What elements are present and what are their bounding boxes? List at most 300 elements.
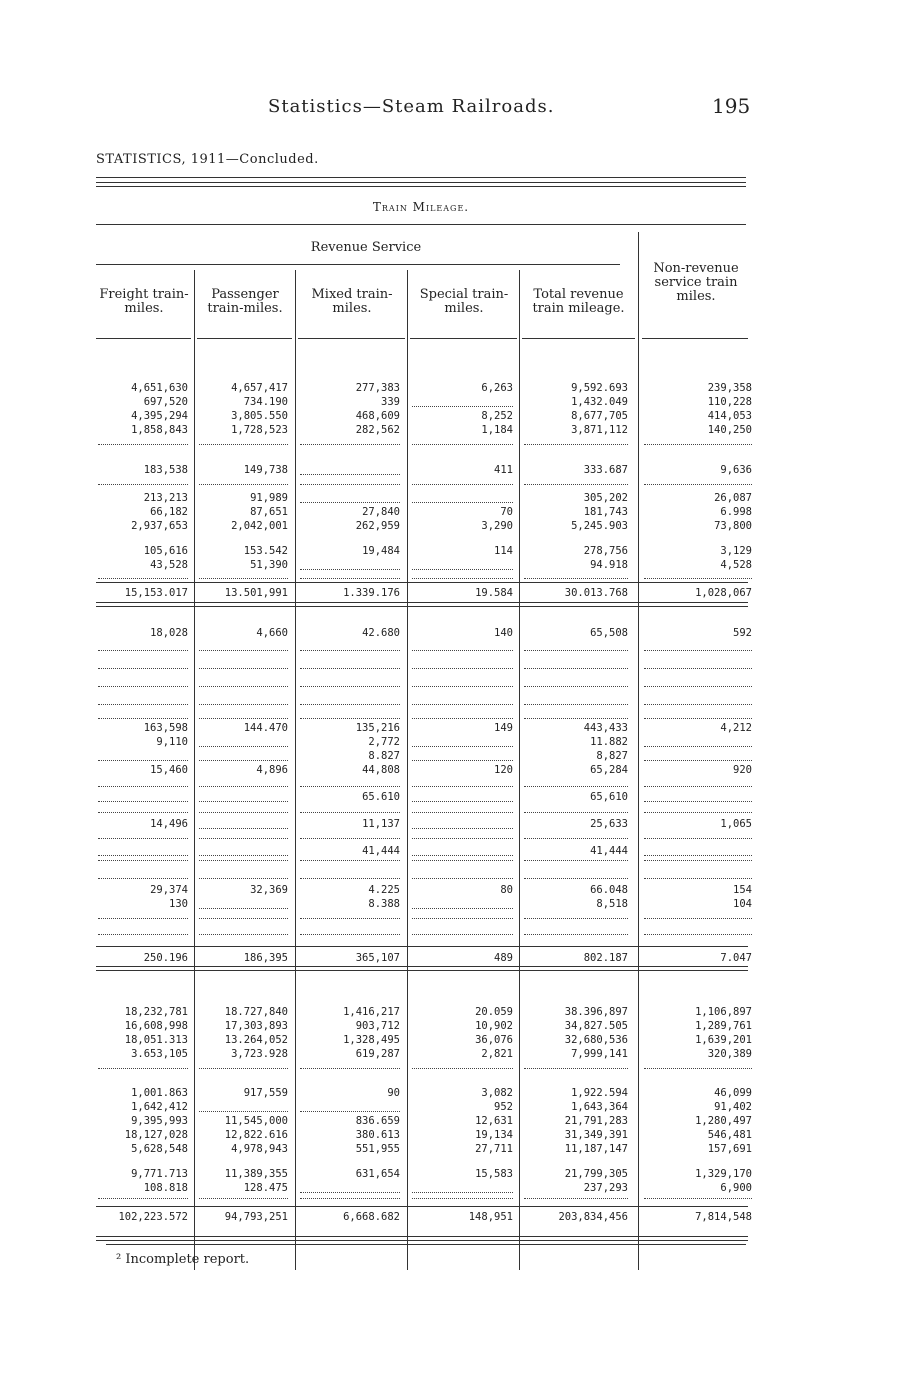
- dotted-leader: [199, 878, 288, 879]
- col-divider: [407, 270, 408, 1270]
- dotted-leader: [199, 1111, 288, 1112]
- table-cell: 3,805.550: [231, 410, 288, 422]
- table-cell: 17,303,893: [224, 1020, 288, 1032]
- dotted-leader: [644, 746, 752, 747]
- table-cell: 952: [494, 1101, 513, 1113]
- dotted-leader: [199, 860, 288, 861]
- dotted-leader: [524, 704, 628, 705]
- table-cell: 181,743: [583, 506, 628, 518]
- dotted-leader: [199, 934, 288, 935]
- dotted-leader: [524, 838, 628, 839]
- table-cell: 1,184: [481, 424, 513, 436]
- dotted-leader: [524, 1198, 628, 1199]
- dotted-leader: [412, 502, 513, 503]
- dotted-leader: [412, 704, 513, 705]
- table-cell: 15,583: [475, 1168, 513, 1180]
- table-cell: 3.653,105: [131, 1048, 188, 1060]
- dotted-leader: [199, 812, 288, 813]
- dotted-leader: [98, 878, 188, 879]
- dotted-leader: [644, 1068, 752, 1069]
- dotted-leader: [524, 812, 628, 813]
- dotted-leader: [199, 668, 288, 669]
- dotted-leader: [524, 718, 628, 719]
- dotted-leader: [300, 444, 400, 445]
- col-header-total-revenue: Total revenue train mileage.: [532, 287, 625, 316]
- table-cell: 411: [494, 464, 513, 476]
- table-cell: 282,562: [355, 424, 400, 436]
- dotted-leader: [524, 878, 628, 879]
- table-cell: 65,610: [590, 791, 628, 803]
- table-cell: 262,959: [355, 520, 400, 532]
- dotted-leader: [199, 686, 288, 687]
- table-cell: 94,793,251: [224, 1211, 288, 1223]
- dotted-leader: [644, 786, 752, 787]
- table-cell: 802.187: [583, 952, 628, 964]
- table-cell: 3,129: [720, 545, 752, 557]
- table-cell: 920: [733, 764, 752, 776]
- table-cell: 91,989: [250, 492, 288, 504]
- dotted-leader: [412, 838, 513, 839]
- table-cell: 110,228: [707, 396, 752, 408]
- table-cell: 66.048: [590, 884, 628, 896]
- table-cell: 25,633: [590, 818, 628, 830]
- top-rule-3: [96, 186, 746, 187]
- table-cell: 21,791,283: [564, 1115, 628, 1127]
- dotted-leader: [98, 718, 188, 719]
- dotted-leader: [644, 704, 752, 705]
- table-cell: 46,099: [714, 1087, 752, 1099]
- dotted-leader: [199, 838, 288, 839]
- table-cell: 4,978,943: [231, 1143, 288, 1155]
- dotted-leader: [300, 686, 400, 687]
- table-cell: 2,772: [368, 736, 400, 748]
- table-cell: 631,654: [355, 1168, 400, 1180]
- table-cell: 18,127,028: [124, 1129, 188, 1141]
- dotted-leader: [412, 484, 513, 485]
- table-cell: 1,280,497: [695, 1115, 752, 1127]
- table-cell: 18.727,840: [224, 1006, 288, 1018]
- dotted-leader: [199, 650, 288, 651]
- dotted-leader: [412, 934, 513, 935]
- table-cell: 1,642,412: [131, 1101, 188, 1113]
- dotted-leader: [98, 812, 188, 813]
- dotted-leader: [300, 1068, 400, 1069]
- table-cell: 7,999,141: [571, 1048, 628, 1060]
- table-cell: 102,223.572: [118, 1211, 188, 1223]
- dotted-leader: [300, 918, 400, 919]
- dotted-leader: [524, 860, 628, 861]
- table-cell: 1,416,217: [343, 1006, 400, 1018]
- table-cell: 149: [494, 722, 513, 734]
- dotted-leader: [644, 878, 752, 879]
- table-cell: 9,592.693: [571, 382, 628, 394]
- dotted-leader: [98, 918, 188, 919]
- table-cell: 27,711: [475, 1143, 513, 1155]
- table-subtitle: STATISTICS, 1911—Concluded.: [96, 152, 319, 167]
- table-cell: 144.470: [243, 722, 288, 734]
- table-cell: 15,460: [150, 764, 188, 776]
- col-header-non-revenue: Non-revenue service train miles.: [653, 261, 739, 304]
- dotted-leader: [412, 860, 513, 861]
- dotted-leader: [199, 801, 288, 802]
- table-cell: 3,082: [481, 1087, 513, 1099]
- table-cell: 8,827: [596, 750, 628, 762]
- table-cell: 1.339.176: [343, 587, 400, 599]
- dotted-leader: [412, 918, 513, 919]
- table-cell: 21,799,305: [564, 1168, 628, 1180]
- table-cell: 108.818: [143, 1182, 188, 1194]
- dotted-leader: [412, 406, 513, 407]
- table-cell: 11,137: [362, 818, 400, 830]
- dotted-leader: [412, 908, 513, 909]
- table-cell: 6,668.682: [343, 1211, 400, 1223]
- dotted-leader: [644, 686, 752, 687]
- table-cell: 65,284: [590, 764, 628, 776]
- dotted-leader: [98, 1198, 188, 1199]
- table-cell: 154: [733, 884, 752, 896]
- dotted-leader: [300, 578, 400, 579]
- dotted-leader: [644, 1198, 752, 1199]
- table-cell: 36,076: [475, 1034, 513, 1046]
- table-cell: 414,053: [707, 410, 752, 422]
- table-cell: 468,609: [355, 410, 400, 422]
- table-cell: 10,902: [475, 1020, 513, 1032]
- dotted-leader: [524, 668, 628, 669]
- table-cell: 1,639,201: [695, 1034, 752, 1046]
- table-cell: 619,287: [355, 1048, 400, 1060]
- table-cell: 65,508: [590, 627, 628, 639]
- table-cell: 80: [500, 884, 513, 896]
- dotted-leader: [644, 444, 752, 445]
- table-cell: 135,216: [355, 722, 400, 734]
- dotted-leader: [412, 718, 513, 719]
- dotted-leader: [300, 860, 400, 861]
- dotted-leader: [199, 828, 288, 829]
- table-cell: 120: [494, 764, 513, 776]
- dotted-leader: [412, 578, 513, 579]
- table-cell: 551,955: [355, 1143, 400, 1155]
- dotted-leader: [524, 918, 628, 919]
- dotted-leader: [300, 786, 400, 787]
- dotted-leader: [412, 1192, 513, 1193]
- table-cell: 546,481: [707, 1129, 752, 1141]
- table-cell: 13.501,991: [224, 587, 288, 599]
- table-cell: 186,395: [243, 952, 288, 964]
- dotted-leader: [644, 718, 752, 719]
- dotted-leader: [300, 569, 400, 570]
- dotted-leader: [199, 484, 288, 485]
- table-cell: 11,389,355: [224, 1168, 288, 1180]
- table-cell: 42.680: [362, 627, 400, 639]
- dotted-leader: [524, 484, 628, 485]
- table-cell: 18,028: [150, 627, 188, 639]
- table-cell: 1,001.863: [131, 1087, 188, 1099]
- table-cell: 163,598: [143, 722, 188, 734]
- col-divider: [194, 270, 195, 1270]
- dotted-leader: [644, 650, 752, 651]
- table-cell: 157,691: [707, 1143, 752, 1155]
- table-cell: 250.196: [143, 952, 188, 964]
- table-cell: 339: [381, 396, 400, 408]
- dotted-leader: [199, 1068, 288, 1069]
- table-cell: 4,896: [256, 764, 288, 776]
- table-cell: 26,087: [714, 492, 752, 504]
- dotted-leader: [199, 704, 288, 705]
- dotted-leader: [98, 650, 188, 651]
- table-cell: 8.827: [368, 750, 400, 762]
- table-cell: 8,252: [481, 410, 513, 422]
- table-cell: 12,631: [475, 1115, 513, 1127]
- table-cell: 1,432.049: [571, 396, 628, 408]
- table-cell: 51,390: [250, 559, 288, 571]
- table-cell: 20.059: [475, 1006, 513, 1018]
- table-cell: 38.396,897: [564, 1006, 628, 1018]
- dotted-leader: [300, 704, 400, 705]
- table-cell: 592: [733, 627, 752, 639]
- col-divider: [519, 270, 520, 1270]
- table-cell: 8,677,705: [571, 410, 628, 422]
- table-cell: 6.998: [720, 506, 752, 518]
- dotted-leader: [300, 1192, 400, 1193]
- table-cell: 1,289,761: [695, 1020, 752, 1032]
- dotted-leader: [644, 801, 752, 802]
- table-cell: 7,814,548: [695, 1211, 752, 1223]
- table-cell: 836.659: [355, 1115, 400, 1127]
- table-cell: 917,559: [243, 1087, 288, 1099]
- table-cell: 443,433: [583, 722, 628, 734]
- table-cell: 148,951: [468, 1211, 513, 1223]
- dotted-leader: [300, 668, 400, 669]
- dotted-leader: [524, 650, 628, 651]
- table-cell: 333.687: [583, 464, 628, 476]
- dotted-leader: [98, 934, 188, 935]
- table-cell: 70: [500, 506, 513, 518]
- table-cell: 105,616: [143, 545, 188, 557]
- bottom-rule: [106, 1244, 746, 1245]
- table-cell: 13.264,052: [224, 1034, 288, 1046]
- dotted-leader: [644, 860, 752, 861]
- dotted-leader: [98, 1068, 188, 1069]
- table-cell: 4.225: [368, 884, 400, 896]
- table-cell: 5,245.903: [571, 520, 628, 532]
- table-cell: 320,389: [707, 1048, 752, 1060]
- table-cell: 380.613: [355, 1129, 400, 1141]
- dotted-leader: [98, 704, 188, 705]
- table-cell: 104: [733, 898, 752, 910]
- dotted-leader: [412, 855, 513, 856]
- table-cell: 8.388: [368, 898, 400, 910]
- dotted-leader: [98, 760, 188, 761]
- dotted-leader: [644, 484, 752, 485]
- dotted-leader: [412, 686, 513, 687]
- table-cell: 19.584: [475, 587, 513, 599]
- dotted-leader: [98, 686, 188, 687]
- table-cell: 19,134: [475, 1129, 513, 1141]
- dotted-leader: [98, 860, 188, 861]
- table-cell: 1,329,170: [695, 1168, 752, 1180]
- dotted-leader: [98, 484, 188, 485]
- table-cell: 213,213: [143, 492, 188, 504]
- table-cell: 6,900: [720, 1182, 752, 1194]
- dotted-leader: [524, 686, 628, 687]
- table-cell: 2,042,001: [231, 520, 288, 532]
- table-cell: 32,680,536: [564, 1034, 628, 1046]
- footnote: ² Incomplete report.: [116, 1252, 250, 1267]
- table-cell: 44,808: [362, 764, 400, 776]
- dotted-leader: [412, 828, 513, 829]
- table-cell: 489: [494, 952, 513, 964]
- dotted-leader: [300, 502, 400, 503]
- col-header-special: Special train-miles.: [419, 287, 509, 316]
- dotted-leader: [412, 786, 513, 787]
- table-cell: 365,107: [355, 952, 400, 964]
- table-cell: 34,827.505: [564, 1020, 628, 1032]
- dotted-leader: [98, 578, 188, 579]
- table-cell: 9,771.713: [131, 1168, 188, 1180]
- section-title: Train Mileage.: [372, 200, 470, 214]
- dotted-leader: [199, 918, 288, 919]
- table-cell: 5,628,548: [131, 1143, 188, 1155]
- dotted-leader: [300, 934, 400, 935]
- table-cell: 1,728,523: [231, 424, 288, 436]
- dotted-leader: [199, 760, 288, 761]
- table-cell: 32,369: [250, 884, 288, 896]
- dotted-leader: [644, 918, 752, 919]
- table-cell: 130: [169, 898, 188, 910]
- dotted-leader: [412, 1198, 513, 1199]
- dotted-leader: [524, 444, 628, 445]
- dotted-leader: [300, 1198, 400, 1199]
- table-cell: 1,065: [720, 818, 752, 830]
- table-cell: 18,051.313: [124, 1034, 188, 1046]
- dotted-leader: [644, 668, 752, 669]
- dotted-leader: [412, 878, 513, 879]
- dotted-leader: [644, 934, 752, 935]
- table-cell: 1,922.594: [571, 1087, 628, 1099]
- dotted-leader: [199, 578, 288, 579]
- top-rule-2: [96, 182, 746, 183]
- table-cell: 11,187,147: [564, 1143, 628, 1155]
- dotted-leader: [412, 1068, 513, 1069]
- table-cell: 2,821: [481, 1048, 513, 1060]
- table-cell: 277,383: [355, 382, 400, 394]
- dotted-leader: [412, 650, 513, 651]
- table-cell: 4,395,294: [131, 410, 188, 422]
- table-cell: 15,153.017: [124, 587, 188, 599]
- dotted-leader: [199, 786, 288, 787]
- table-cell: 12,822.616: [224, 1129, 288, 1141]
- dotted-leader: [524, 1068, 628, 1069]
- dotted-leader: [300, 878, 400, 879]
- dotted-leader: [412, 801, 513, 802]
- dotted-leader: [300, 650, 400, 651]
- table-cell: 9,110: [156, 736, 188, 748]
- dotted-leader: [644, 812, 752, 813]
- table-cell: 3,871,112: [571, 424, 628, 436]
- table-cell: 3,723.928: [231, 1048, 288, 1060]
- table-cell: 149,738: [243, 464, 288, 476]
- table-cell: 87,651: [250, 506, 288, 518]
- col-header-freight: Freight train-miles.: [99, 287, 189, 316]
- dotted-leader: [199, 746, 288, 747]
- table-cell: 128.475: [243, 1182, 288, 1194]
- dotted-leader: [199, 908, 288, 909]
- table-cell: 239,358: [707, 382, 752, 394]
- table-cell: 41,444: [590, 845, 628, 857]
- table-cell: 90: [387, 1087, 400, 1099]
- table-cell: 9,395,993: [131, 1115, 188, 1127]
- table-cell: 697,520: [143, 396, 188, 408]
- dotted-leader: [98, 786, 188, 787]
- dotted-leader: [98, 444, 188, 445]
- dotted-leader: [412, 760, 513, 761]
- col-header-passenger: Passenger train-miles.: [207, 287, 283, 316]
- dotted-leader: [300, 474, 400, 475]
- dotted-leader: [412, 746, 513, 747]
- table-cell: 1,028,067: [695, 587, 752, 599]
- table-cell: 11,545,000: [224, 1115, 288, 1127]
- table-cell: 153.542: [243, 545, 288, 557]
- dotted-leader: [300, 838, 400, 839]
- table-cell: 16,608,998: [124, 1020, 188, 1032]
- dotted-leader: [98, 838, 188, 839]
- dotted-leader: [524, 934, 628, 935]
- table-cell: 4,212: [720, 722, 752, 734]
- table-cell: 91,402: [714, 1101, 752, 1113]
- table-cell: 4,657,417: [231, 382, 288, 394]
- table-cell: 41,444: [362, 845, 400, 857]
- table-cell: 11.882: [590, 736, 628, 748]
- table-cell: 27,840: [362, 506, 400, 518]
- dotted-leader: [300, 484, 400, 485]
- table-cell: 1,858,843: [131, 424, 188, 436]
- group-rule: [96, 264, 620, 265]
- table-cell: 94.918: [590, 559, 628, 571]
- table-cell: 43,528: [150, 559, 188, 571]
- dotted-leader: [98, 801, 188, 802]
- table-cell: 18,232,781: [124, 1006, 188, 1018]
- table-cell: 3,290: [481, 520, 513, 532]
- dotted-leader: [98, 668, 188, 669]
- table-cell: 237,293: [583, 1182, 628, 1194]
- table-cell: 4,660: [256, 627, 288, 639]
- dotted-leader: [98, 855, 188, 856]
- table-cell: 65.610: [362, 791, 400, 803]
- col-header-mixed: Mixed train-miles.: [311, 287, 393, 316]
- col-divider: [638, 232, 639, 1270]
- table-cell: 305,202: [583, 492, 628, 504]
- table-cell: 1,643,364: [571, 1101, 628, 1113]
- table-cell: 66,182: [150, 506, 188, 518]
- table-cell: 4,651,630: [131, 382, 188, 394]
- dotted-leader: [199, 855, 288, 856]
- table-cell: 203,834,456: [558, 1211, 628, 1223]
- page-number: 195: [712, 94, 751, 118]
- table-cell: 278,756: [583, 545, 628, 557]
- table-cell: 19,484: [362, 545, 400, 557]
- dotted-leader: [412, 569, 513, 570]
- table-cell: 1,328,495: [343, 1034, 400, 1046]
- table-cell: 30.013.768: [564, 587, 628, 599]
- section-rule: [96, 224, 746, 225]
- col-divider: [295, 270, 296, 1270]
- dotted-leader: [412, 444, 513, 445]
- table-cell: 31,349,391: [564, 1129, 628, 1141]
- table-cell: 734.190: [243, 396, 288, 408]
- table-cell: 4,528: [720, 559, 752, 571]
- table-cell: 7.047: [720, 952, 752, 964]
- dotted-leader: [199, 718, 288, 719]
